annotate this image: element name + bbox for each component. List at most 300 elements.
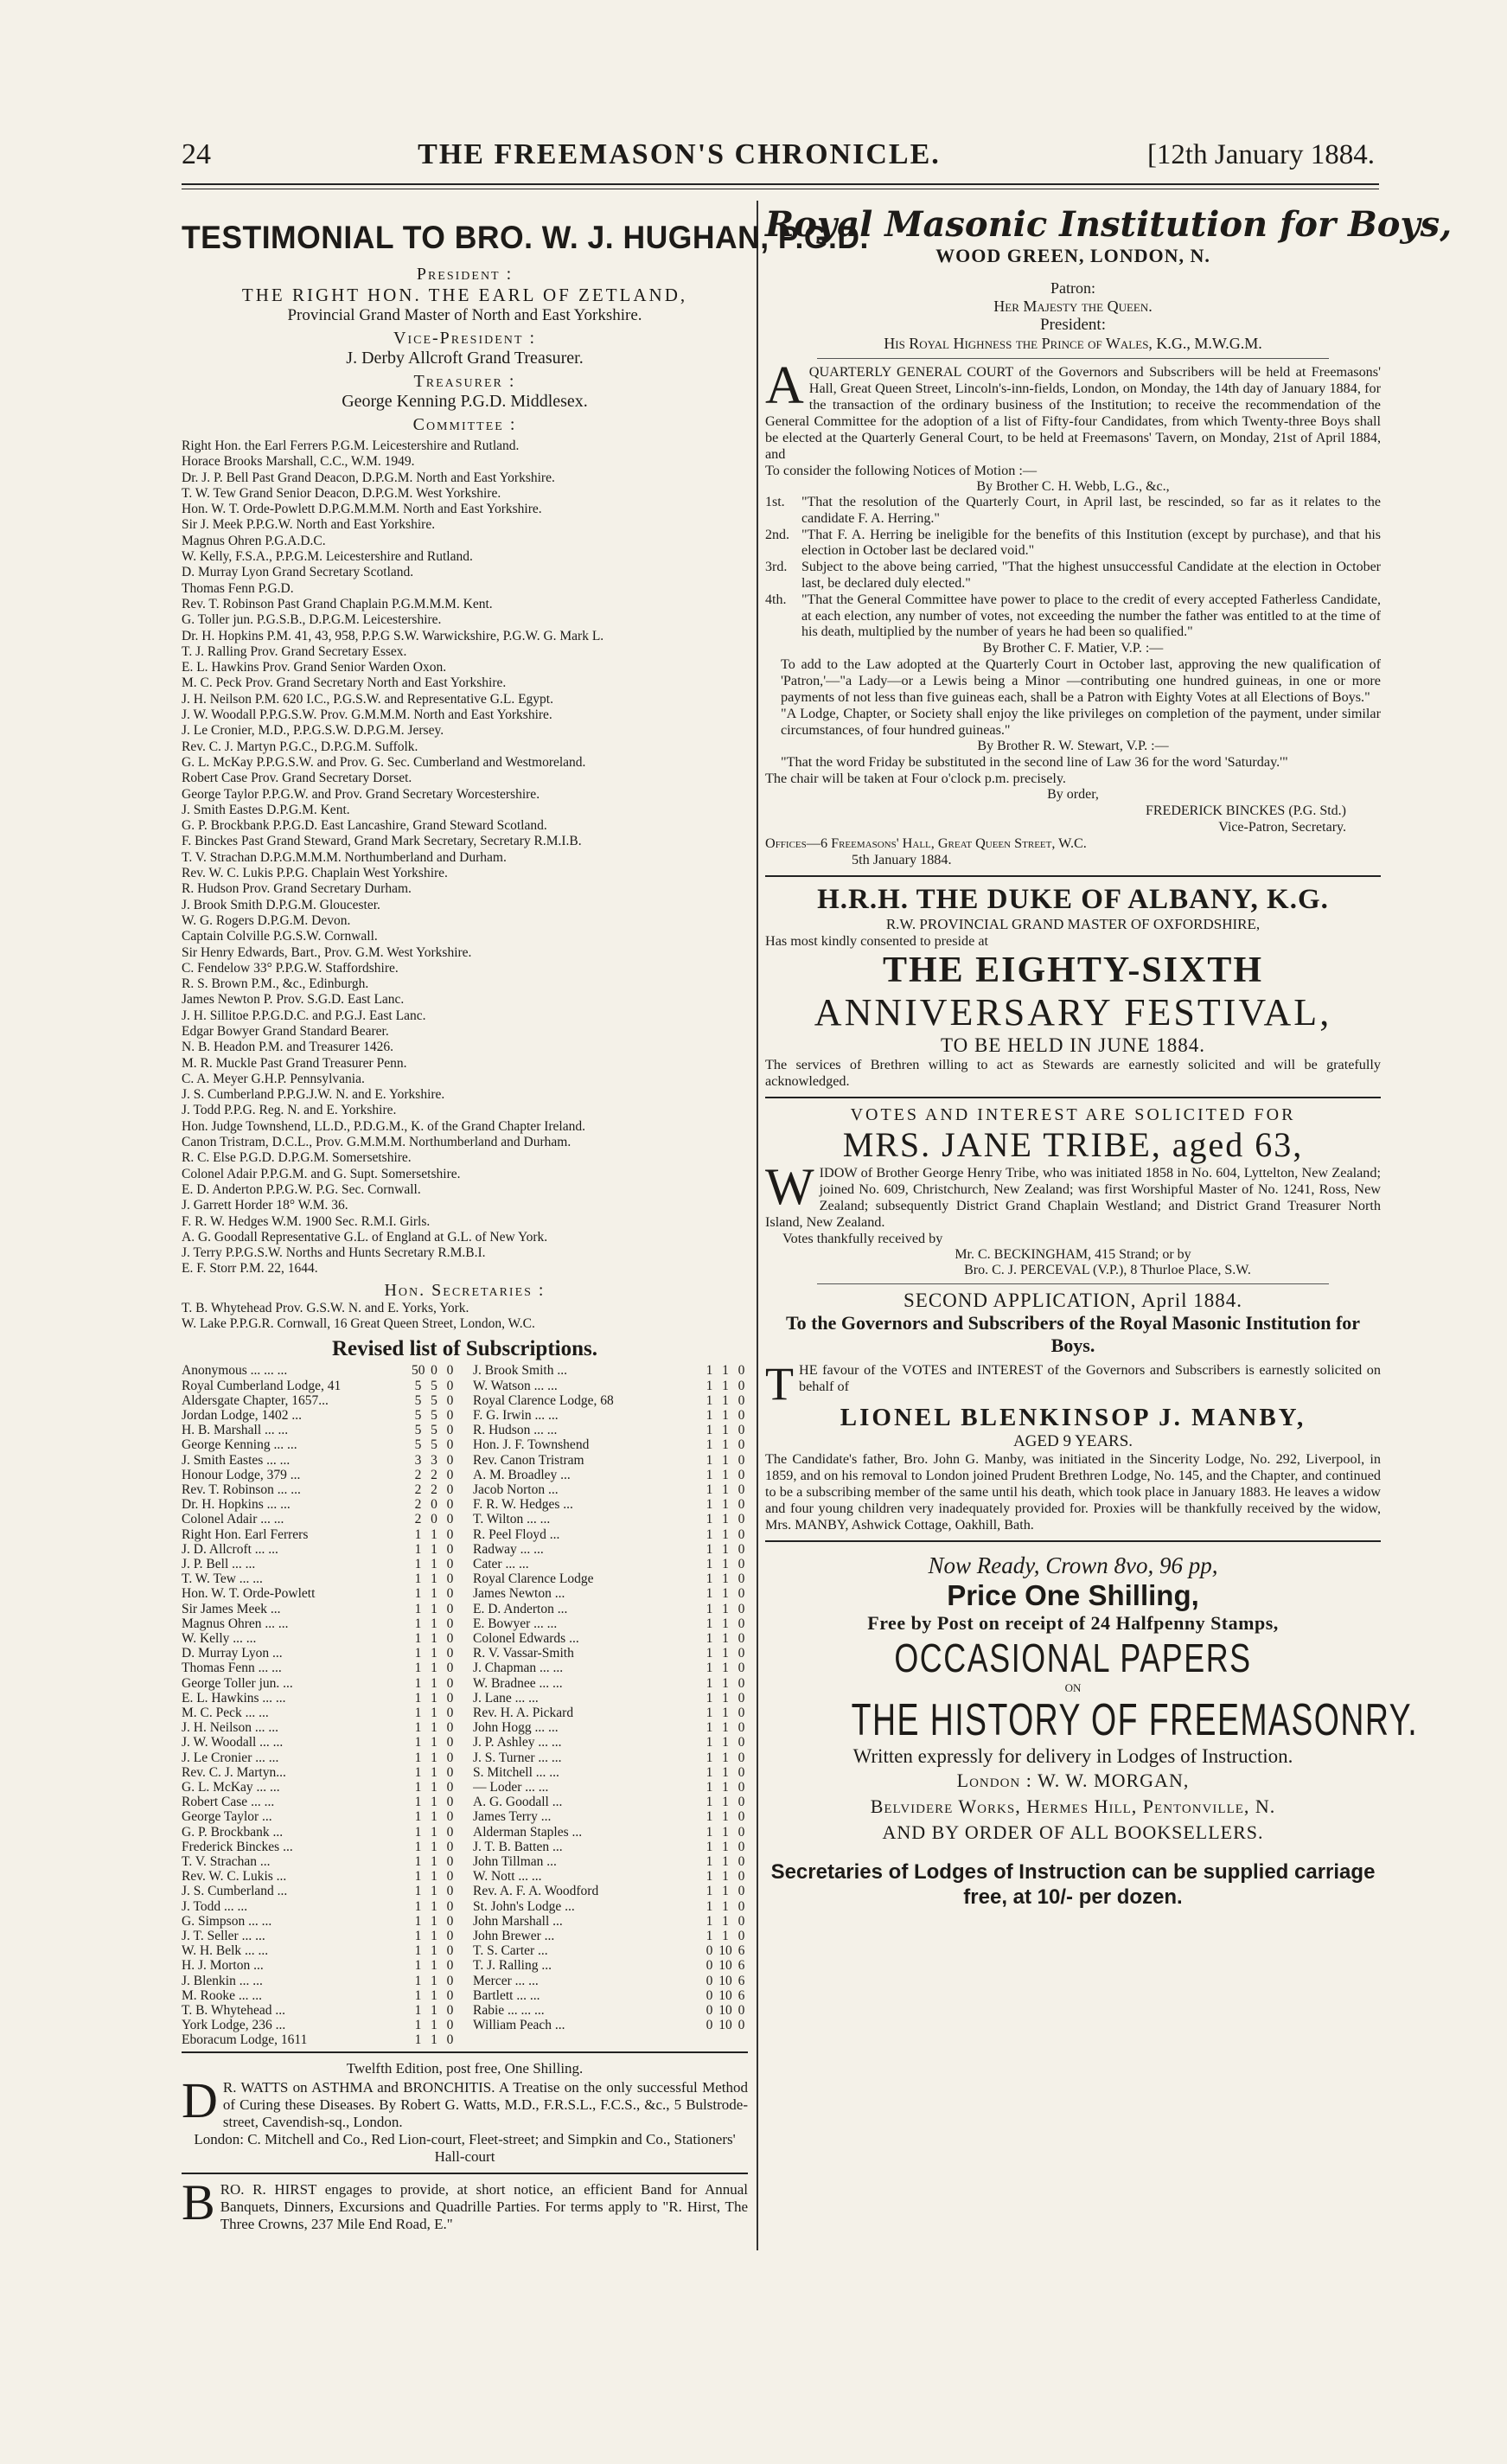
amount-pounds: 1 <box>706 1556 713 1571</box>
amount-pence: 0 <box>738 1512 745 1527</box>
subscription-row <box>182 1586 457 1601</box>
amount-pounds: 1 <box>414 1987 422 2003</box>
amount-shillings: 1 <box>431 1690 437 1706</box>
amount-pounds: 1 <box>414 1541 422 1557</box>
amount-pounds: 0 <box>706 1958 713 1974</box>
amount-pounds: 1 <box>414 1839 422 1854</box>
amount-shillings: 10 <box>718 1943 732 1959</box>
amount-pounds: 1 <box>414 1661 422 1676</box>
amount-pounds: 1 <box>414 1706 422 1720</box>
subscription-row <box>182 1840 457 1854</box>
amount-shillings: 1 <box>722 1556 729 1571</box>
motion-item <box>765 528 1381 560</box>
subscription-row <box>473 1795 748 1809</box>
subscription-row <box>473 1884 748 1898</box>
committee-member: J. W. Woodall P.P.G.S.W. Prov. G.M.M.M. North and East Yorkshire. <box>182 707 552 723</box>
subscriber-name: G. Simpson ... ... <box>182 1913 272 1929</box>
committee-member: A. G. Goodall Representative G.L. of England at G.L. of New York. <box>182 1229 548 1245</box>
committee-member: Hon. Judge Townshend, LL.D., P.D.G.M., K. of the Grand Chapter Ireland. <box>182 1118 585 1134</box>
divider <box>182 2051 748 2053</box>
book-written: Written expressly for delivery in Lodges of Instruction. <box>852 1745 1293 1768</box>
motion-number: 4th. <box>765 592 787 607</box>
subscription-row <box>473 1929 748 1943</box>
right-column <box>765 204 1453 1910</box>
amount-shillings: 1 <box>722 1795 729 1810</box>
amount-pence: 0 <box>738 1706 745 1720</box>
amount-pence: 0 <box>446 1809 454 1825</box>
subscriber-name: George Kenning ... ... <box>182 1437 297 1453</box>
committee-member: C. Fendelow 33° P.P.G.W. Staffordshire. <box>182 960 399 976</box>
amount-shillings: 1 <box>722 1898 729 1914</box>
amount-pence: 0 <box>738 1839 745 1854</box>
committee-member: Horace Brooks Marshall, C.C., W.M. 1949. <box>182 454 415 470</box>
book-secretaries: Secretaries of Lodges of Instruction can be supplied carriage free, at 10/- per dozen. <box>770 1860 1376 1910</box>
subscriber-name: Rev. A. F. A. Woodford <box>473 1884 599 1899</box>
amount-shillings: 1 <box>431 1973 437 1988</box>
committee-member: Magnus Ohren P.G.A.D.C. <box>182 533 326 548</box>
subscriber-name: A. G. Goodall ... <box>473 1795 563 1810</box>
committee-member: M. R. Muckle Past Grand Treasurer Penn. <box>182 1055 407 1071</box>
committee-member: Captain Colville P.G.S.W. Cornwall. <box>182 929 378 944</box>
amount-pounds: 1 <box>706 1661 713 1676</box>
amount-pence: 0 <box>446 1720 454 1736</box>
amount-shillings: 1 <box>431 1943 437 1959</box>
subscription-row <box>182 1854 457 1869</box>
hirst-dropcap: B <box>182 2173 215 2230</box>
subscriber-name: T. J. Ralling ... <box>473 1958 552 1974</box>
institution-title: Royal Masonic Institution for Boys, <box>765 204 1453 245</box>
duke-subtitle: R.W. PROVINCIAL GRAND MASTER OF OXFORDSHIRE, <box>885 916 1261 933</box>
committee-member: J. Garrett Horder 18° W.M. 36. <box>182 1198 348 1213</box>
committee-member: E. F. Storr P.M. 22, 1644. <box>182 1261 318 1277</box>
subscription-row <box>473 1453 748 1468</box>
subscription-row <box>473 1735 748 1750</box>
subscription-row <box>473 1482 748 1497</box>
hon-secretary: T. B. Whytehead Prov. G.S.W. N. and E. Yorks, York. <box>182 1300 469 1315</box>
subscription-row <box>473 1527 748 1542</box>
amount-shillings: 10 <box>718 2018 732 2033</box>
amount-pounds: 1 <box>414 1824 422 1840</box>
subscription-row <box>182 1720 457 1735</box>
committee-member: J. Terry P.P.G.S.W. Norths and Hunts Secretary R.M.B.I. <box>182 1245 486 1261</box>
amount-pence: 0 <box>446 1467 454 1482</box>
subscription-row <box>182 1631 457 1646</box>
amount-shillings: 1 <box>722 1467 729 1482</box>
subscriber-name: Jacob Norton ... <box>473 1482 559 1497</box>
amount-shillings: 1 <box>722 1363 729 1379</box>
amount-pence: 0 <box>446 1363 454 1379</box>
amount-shillings: 1 <box>722 1571 729 1587</box>
committee-member: James Newton P. Prov. S.G.D. East Lanc. <box>182 992 405 1008</box>
amount-pence: 6 <box>738 1973 745 1988</box>
amount-pounds: 1 <box>414 1884 422 1899</box>
subscription-row <box>473 1840 748 1854</box>
amount-shillings: 1 <box>431 1675 437 1691</box>
amount-shillings: 1 <box>431 1824 437 1840</box>
motion-text: "That the resolution of the Quarterly Court, in April last, be rescinded, so far as it relates to the candidate F. A. Herring." <box>801 495 1381 526</box>
subscription-row <box>182 1512 457 1526</box>
subscription-row <box>182 1557 457 1571</box>
committee-member: N. B. Headon P.M. and Treasurer 1426. <box>182 1040 393 1055</box>
amount-pence: 6 <box>738 1987 745 2003</box>
amount-pence: 0 <box>738 2003 745 2019</box>
amount-pounds: 1 <box>706 1452 713 1468</box>
institution-location: WOOD GREEN, LONDON, N. <box>935 245 1210 266</box>
committee-label: Committee : <box>412 415 517 434</box>
subscription-row <box>182 1423 457 1437</box>
subscriber-name: W. Watson ... ... <box>473 1378 558 1393</box>
matier-motion: To add to the Law adopted at the Quarterly Court in October last, approving the new qualification of 'Patron,'—"a Lady—or a Lewis being a Minor —contributing one hundred guineas, in one or more payments of not less than five guineas each, shall be a Patron with Eighty Votes at all Elections of Boys." <box>781 656 1381 706</box>
subscriber-name: Colonel Edwards ... <box>473 1630 579 1646</box>
amount-pence: 0 <box>446 1482 454 1497</box>
amount-pounds: 1 <box>414 1913 422 1929</box>
amount-pounds: 1 <box>706 1824 713 1840</box>
amount-shillings: 10 <box>718 1958 732 1974</box>
court-notice <box>765 356 1381 463</box>
amount-pounds: 1 <box>414 1556 422 1571</box>
manby-details: The Candidate's father, Bro. John G. Manby, was initiated in the Sincerity Lodge, No. 292, Liverpool, in 1859, and on his removal to London joined Prudent Brethren Lodge, No. 145, and the Chapter, and continued to be a subscribing member of the same until his death, which took place in January 1883. He leaves a widow and four young children very inadequately provided for. Proxies will be thankfully received by the widow, Mrs. MANBY, Ashwick Cottage, Oakhill, Bath. <box>765 1451 1381 1533</box>
amount-pence: 0 <box>446 1839 454 1854</box>
subscription-row <box>473 2003 748 2018</box>
amount-shillings: 1 <box>431 1884 437 1899</box>
amount-pence: 0 <box>446 1854 454 1870</box>
president-name: THE RIGHT HON. THE EARL OF ZETLAND, <box>241 285 688 305</box>
subscription-row <box>473 1720 748 1735</box>
subscription-row <box>473 1854 748 1869</box>
subscriptions-right-column <box>473 1363 748 2047</box>
favour-dropcap: T <box>765 1358 794 1411</box>
amount-pence: 6 <box>738 1958 745 1974</box>
watts-edition: Twelfth Edition, post free, One Shilling. <box>346 2059 584 2077</box>
festival-heading-2: ANNIVERSARY FESTIVAL, <box>814 991 1332 1034</box>
amount-pence: 0 <box>738 1601 745 1616</box>
subscriber-name: Rev. W. C. Lukis ... <box>182 1869 287 1885</box>
subscription-row <box>182 1780 457 1795</box>
amount-pounds: 1 <box>706 1735 713 1750</box>
amount-shillings: 1 <box>431 1839 437 1854</box>
amount-pounds: 1 <box>706 1423 713 1438</box>
amount-pounds: 1 <box>414 1601 422 1616</box>
divider <box>765 875 1381 877</box>
subscriptions-title: Revised list of Subscriptions. <box>332 1337 597 1361</box>
manby-name: LIONEL BLENKINSOP J. MANBY, <box>840 1404 1306 1432</box>
amount-pounds: 1 <box>414 2032 422 2048</box>
amount-shillings: 1 <box>722 1661 729 1676</box>
amount-pounds: 1 <box>706 1437 713 1453</box>
amount-pounds: 1 <box>414 1616 422 1631</box>
amount-shillings: 1 <box>722 1437 729 1453</box>
amount-pence: 0 <box>738 1452 745 1468</box>
amount-pounds: 1 <box>706 1780 713 1795</box>
amount-pence: 0 <box>446 1646 454 1661</box>
amount-pence: 0 <box>446 1556 454 1571</box>
amount-pence: 0 <box>446 1512 454 1527</box>
hon-secretaries-list <box>182 1301 748 1333</box>
amount-pence: 0 <box>446 1452 454 1468</box>
subscription-row <box>182 1974 457 1988</box>
amount-pounds: 1 <box>706 1601 713 1616</box>
motion-item <box>765 592 1381 641</box>
book-price: Price One Shilling, <box>947 1579 1199 1612</box>
amount-shillings: 1 <box>722 1423 729 1438</box>
amount-pounds: 0 <box>706 1973 713 1988</box>
amount-pence: 0 <box>738 1675 745 1691</box>
subscription-row <box>182 1914 457 1929</box>
committee-member: J. H. Neilson P.M. 620 I.C., P.G.S.W. and Representative G.L. Egypt. <box>182 691 553 707</box>
subscriber-name: Eboracum Lodge, 1611 <box>182 2032 308 2048</box>
amount-pounds: 1 <box>414 1750 422 1765</box>
subscription-row <box>473 1988 748 2003</box>
amount-shillings: 1 <box>722 1929 729 1944</box>
subscription-row <box>473 1825 748 1840</box>
committee-member: J. Smith Eastes D.P.G.M. Kent. <box>182 802 350 817</box>
amount-shillings: 1 <box>431 1541 437 1557</box>
subscriber-name: Radway ... ... <box>473 1541 544 1557</box>
amount-shillings: 1 <box>722 1780 729 1795</box>
subscription-row <box>182 1482 457 1497</box>
subscription-row <box>182 1795 457 1809</box>
amount-pence: 0 <box>446 1690 454 1706</box>
committee-member: F. R. W. Hedges W.M. 1900 Sec. R.M.I. Girls. <box>182 1213 431 1229</box>
motion-item <box>765 560 1381 592</box>
notice-consider: To consider the following Notices of Motion :— <box>765 463 1038 478</box>
subscriber-name: James Terry ... <box>473 1809 552 1825</box>
committee-member: Sir J. Meek P.P.G.W. North and East Yorkshire. <box>182 517 436 533</box>
motion-text: "That F. A. Herring be ineligible for the benefits of this Institution (except by purchase), and that his election in October last be declared void." <box>801 527 1381 559</box>
institution-president-label: President: <box>1040 316 1106 334</box>
subscriber-name: G. L. McKay ... ... <box>182 1780 280 1795</box>
amount-pounds: 1 <box>706 1363 713 1379</box>
subscriber-name: J. S. Turner ... ... <box>473 1750 562 1765</box>
amount-pounds: 1 <box>414 1586 422 1602</box>
amount-pounds: 1 <box>414 1646 422 1661</box>
amount-shillings: 1 <box>722 1809 729 1825</box>
votes-heading: VOTES AND INTEREST ARE SOLICITED FOR <box>850 1105 1296 1125</box>
amount-shillings: 5 <box>431 1437 437 1453</box>
subscription-row <box>473 1557 748 1571</box>
committee-member: G. L. McKay P.P.G.S.W. and Prov. G. Sec. Cumberland and Westmoreland. <box>182 754 586 770</box>
subscriber-name: J. H. Neilson ... ... <box>182 1720 278 1736</box>
subscriber-name: R. V. Vassar-Smith <box>473 1646 574 1661</box>
amount-shillings: 5 <box>431 1423 437 1438</box>
subscriber-name: J. Smith Eastes ... ... <box>182 1452 291 1468</box>
subscription-row <box>473 1616 748 1631</box>
amount-pence: 0 <box>738 1378 745 1393</box>
offices-date: 5th January 1884. <box>852 852 952 868</box>
subscriber-name: R. Hudson ... ... <box>473 1423 558 1438</box>
amount-pence: 0 <box>738 1913 745 1929</box>
amount-pence: 0 <box>738 1869 745 1885</box>
amount-pence: 0 <box>446 2032 454 2048</box>
amount-pence: 0 <box>446 1423 454 1438</box>
amount-pence: 0 <box>738 1467 745 1482</box>
amount-pence: 0 <box>446 2018 454 2033</box>
amount-pence: 0 <box>738 1423 745 1438</box>
subscription-row <box>182 1437 457 1452</box>
committee-member: J. S. Cumberland P.P.G.J.W. N. and E. Yorkshire. <box>182 1087 445 1103</box>
hirst-advert <box>182 2173 748 2233</box>
amount-pounds: 1 <box>706 1378 713 1393</box>
tribe-votes: Votes thankfully received by <box>782 1231 943 1247</box>
subscriber-name: William Peach ... <box>473 2018 565 2033</box>
amount-pounds: 0 <box>706 1987 713 2003</box>
amount-pence: 0 <box>446 1795 454 1810</box>
subscription-row <box>182 1676 457 1691</box>
amount-pounds: 1 <box>706 1898 713 1914</box>
subscriber-name: J. P. Bell ... ... <box>182 1556 256 1571</box>
amount-pounds: 1 <box>414 1526 422 1542</box>
subscriber-name: E. L. Hawkins ... ... <box>182 1690 286 1706</box>
amount-pence: 0 <box>446 1973 454 1988</box>
amount-shillings: 10 <box>718 1973 732 1988</box>
amount-shillings: 1 <box>722 1392 729 1408</box>
amount-shillings: 1 <box>722 1735 729 1750</box>
amount-pounds: 1 <box>706 1392 713 1408</box>
subscriber-name: J. W. Woodall ... ... <box>182 1735 284 1750</box>
subscription-row <box>473 1602 748 1616</box>
column-divider <box>757 201 758 2250</box>
signature-title: Vice-Patron, Secretary. <box>1218 820 1346 835</box>
amount-pounds: 1 <box>414 1854 422 1870</box>
by-order: By order, <box>1047 787 1099 803</box>
subscriber-name: Honour Lodge, 379 ... <box>182 1467 301 1482</box>
amount-pounds: 2 <box>414 1482 422 1497</box>
amount-pence: 0 <box>738 1764 745 1780</box>
book-on: ON <box>1064 1681 1082 1695</box>
amount-shillings: 1 <box>431 1764 437 1780</box>
amount-pounds: 2 <box>414 1467 422 1482</box>
subscriber-name: M. C. Peck ... ... <box>182 1706 269 1720</box>
watts-dropcap: D <box>182 2071 218 2128</box>
vice-president-name: J. Derby Allcroft Grand Treasurer. <box>346 349 584 368</box>
amount-pence: 0 <box>738 1407 745 1423</box>
subscriber-name: Colonel Adair ... ... <box>182 1512 284 1527</box>
committee-member: Right Hon. the Earl Ferrers P.G.M. Leicestershire and Rutland. <box>182 438 520 453</box>
amount-pounds: 2 <box>414 1512 422 1527</box>
amount-pence: 0 <box>446 1898 454 1914</box>
subscription-row <box>182 1750 457 1765</box>
amount-shillings: 0 <box>431 1363 437 1379</box>
amount-pence: 0 <box>446 1586 454 1602</box>
subscriber-name: T. S. Carter ... <box>473 1943 548 1959</box>
committee-member: Dr. J. P. Bell Past Grand Deacon, D.P.G.M. North and East Yorkshire. <box>182 470 555 485</box>
amount-pounds: 1 <box>706 1407 713 1423</box>
amount-pence: 0 <box>738 1556 745 1571</box>
amount-shillings: 1 <box>722 1913 729 1929</box>
amount-shillings: 1 <box>722 1869 729 1885</box>
subscriber-name: Rev. T. Robinson ... ... <box>182 1482 301 1497</box>
subscription-row <box>473 1631 748 1646</box>
subscription-row <box>473 2018 748 2032</box>
amount-pence: 0 <box>446 1675 454 1691</box>
amount-shillings: 10 <box>718 2003 732 2019</box>
institution-president: His Royal Highness the Prince of Wales, K.G., M.W.G.M. <box>884 335 1262 352</box>
subscriber-name: J. Todd ... ... <box>182 1898 248 1914</box>
amount-pence: 0 <box>446 1601 454 1616</box>
subscriber-name: F. R. W. Hedges ... <box>473 1497 573 1513</box>
committee-member: Robert Case Prov. Grand Secretary Dorset. <box>182 771 412 786</box>
subscriber-name: J. T. Seller ... ... <box>182 1929 265 1944</box>
amount-shillings: 5 <box>431 1392 437 1408</box>
amount-shillings: 1 <box>722 1512 729 1527</box>
subscription-row <box>473 1468 748 1482</box>
watts-text: R. WATTS on ASTHMA and BRONCHITIS. A Treatise on the only successful Method of Curing these Diseases. By Robert G. Watts, M.D., F.R.S.L., F.C.S., &c., 5 Bulstrode-street, Cavendish-sq., London. <box>222 2078 748 2130</box>
amount-pounds: 5 <box>414 1392 422 1408</box>
committee-member: D. Murray Lyon Grand Secretary Scotland. <box>182 565 414 580</box>
committee-member: R. S. Brown P.M., &c., Edinburgh. <box>182 976 369 992</box>
tribe-appeal <box>765 1158 1381 1231</box>
committee-member: E. D. Anderton P.P.G.W. P.G. Sec. Cornwall. <box>182 1181 421 1197</box>
by-matier: By Brother C. F. Matier, V.P. :— <box>982 641 1164 656</box>
amount-pounds: 1 <box>414 1764 422 1780</box>
amount-shillings: 3 <box>431 1452 437 1468</box>
amount-shillings: 1 <box>431 1661 437 1676</box>
treasurer-label: Treasurer : <box>413 372 516 391</box>
subscription-row <box>182 1497 457 1512</box>
amount-pounds: 1 <box>706 1646 713 1661</box>
committee-member: Sir Henry Edwards, Bart., Prov. G.M. West Yorkshire. <box>182 944 472 960</box>
amount-pounds: 1 <box>706 1750 713 1765</box>
subscriber-name: York Lodge, 236 ... <box>182 2018 286 2033</box>
amount-shillings: 1 <box>722 1706 729 1720</box>
subscriber-name: W. Kelly ... ... <box>182 1630 257 1646</box>
subscriber-name: F. G. Irwin ... ... <box>473 1407 559 1423</box>
subscription-row <box>182 1393 457 1408</box>
subscriber-name: J. Brook Smith ... <box>473 1363 567 1379</box>
amount-shillings: 1 <box>431 1616 437 1631</box>
amount-pounds: 1 <box>414 1735 422 1750</box>
subscription-row <box>182 1899 457 1914</box>
subscription-row <box>182 1988 457 2003</box>
amount-pounds: 1 <box>706 1913 713 1929</box>
committee-member: Edgar Bowyer Grand Standard Bearer. <box>182 1023 389 1039</box>
amount-pence: 0 <box>738 1929 745 1944</box>
subscriber-name: Magnus Ohren ... ... <box>182 1616 289 1631</box>
subscription-row <box>473 1497 748 1512</box>
masthead: THE FREEMASON'S CHRONICLE. <box>418 138 941 170</box>
amount-shillings: 1 <box>431 1630 437 1646</box>
amount-shillings: 1 <box>431 2032 437 2048</box>
amount-pence: 0 <box>738 1497 745 1513</box>
signature: FREDERICK BINCKES (P.G. Std.) <box>1145 803 1346 819</box>
amount-pence: 0 <box>738 1735 745 1750</box>
subscription-row <box>473 1437 748 1452</box>
amount-shillings: 10 <box>718 1987 732 2003</box>
amount-shillings: 1 <box>722 1884 729 1899</box>
motion-number: 2nd. <box>765 527 789 542</box>
lodge-motion: "A Lodge, Chapter, or Society shall enjoy the like privileges on completion of the payment, under similar circumstances, of four hundred guineas." <box>781 706 1381 739</box>
book-address: Belvidere Works, Hermes Hill, Pentonville, N. <box>870 1795 1276 1818</box>
subscriber-name: Bartlett ... ... <box>473 1987 540 2003</box>
subscription-row <box>473 1586 748 1601</box>
amount-pence: 0 <box>446 1497 454 1513</box>
subscriber-name: Dr. H. Hopkins ... ... <box>182 1497 291 1513</box>
duke-heading: H.R.H. THE DUKE OF ALBANY, K.G. <box>817 884 1329 916</box>
committee-member: J. Brook Smith D.P.G.M. Gloucester. <box>182 897 380 912</box>
committee-member: F. Binckes Past Grand Steward, Grand Mark Secretary, Secretary R.M.I.B. <box>182 834 582 849</box>
webb-motions <box>765 495 1381 641</box>
amount-pounds: 1 <box>414 1943 422 1959</box>
subscription-row <box>182 1542 457 1557</box>
amount-pounds: 5 <box>414 1423 422 1438</box>
favour-appeal <box>765 1358 1381 1411</box>
amount-pounds: 3 <box>414 1452 422 1468</box>
subscriber-name: Mercer ... ... <box>473 1973 539 1988</box>
subscriber-name: Frederick Binckes ... <box>182 1839 293 1854</box>
subscriber-name: M. Rooke ... ... <box>182 1987 262 2003</box>
subscriber-name: A. M. Broadley ... <box>473 1467 571 1482</box>
subscriber-name: Robert Case ... ... <box>182 1795 275 1810</box>
